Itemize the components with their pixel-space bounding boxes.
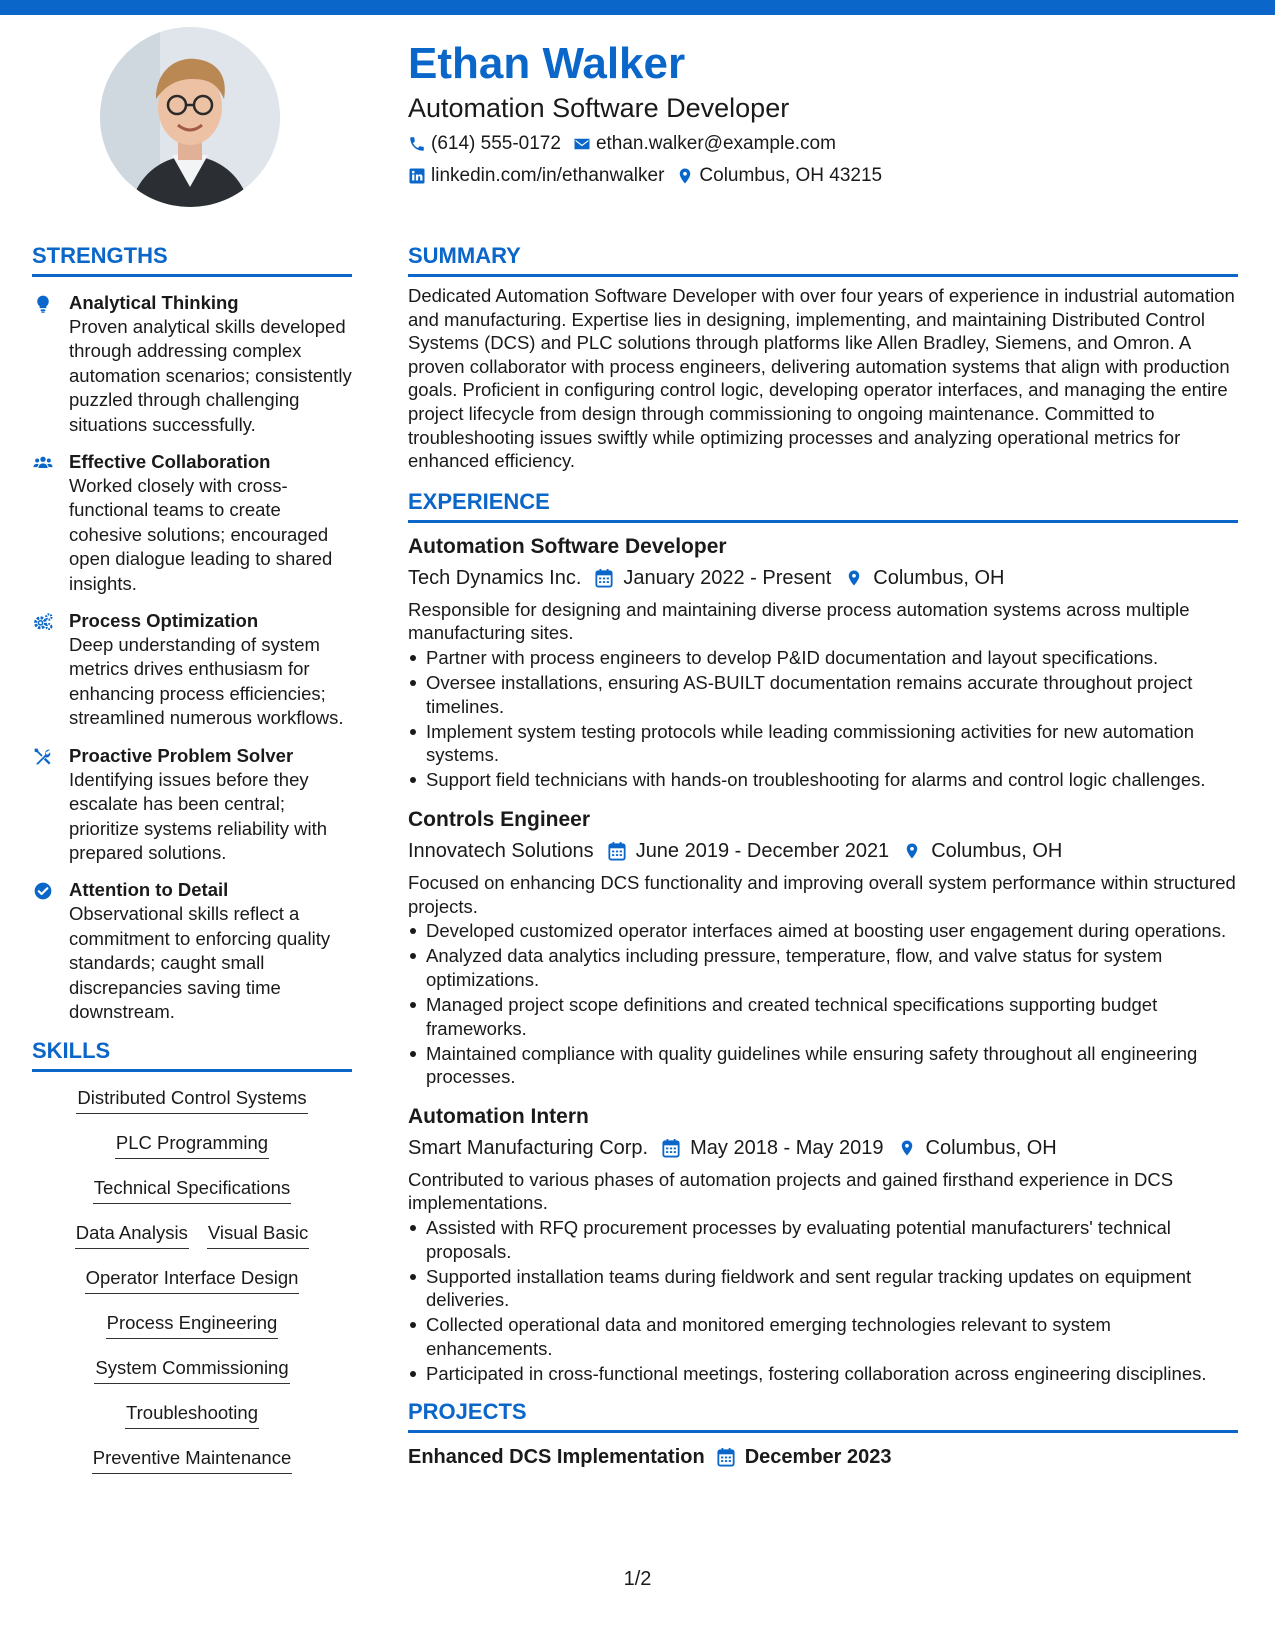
candidate-name: Ethan Walker — [408, 39, 686, 88]
summary-section — [408, 242, 1238, 473]
map-pin-icon — [676, 167, 694, 185]
users-icon — [32, 453, 54, 473]
job-title: Controls Engineer — [408, 808, 591, 831]
skill-tag: System Commissioning — [94, 1356, 289, 1384]
strength-desc: Observational skills reflect a commitment to enforcing quality standards; caught small discrepancies saving time downstream. — [69, 903, 331, 1022]
skill-tag: Distributed Control Systems — [76, 1086, 307, 1114]
job-dates: June 2019 - December 2021 — [635, 840, 890, 862]
map-pin-icon — [845, 568, 863, 588]
job-dates: May 2018 - May 2019 — [690, 1136, 884, 1159]
bullet-item: Assisted with RFQ procurement processes by evaluating potential manufacturers' technical proposals. — [408, 1216, 1238, 1263]
strengths-section — [32, 242, 352, 1024]
job-title: Automation Software Developer — [408, 534, 727, 558]
job-entry — [408, 1103, 1238, 1386]
resume-header — [408, 38, 1238, 189]
strength-title: Process Optimization — [69, 610, 259, 632]
calendar-icon — [662, 1138, 680, 1158]
skill-tag: Troubleshooting — [125, 1401, 259, 1429]
skill-tag: Process Engineering — [106, 1311, 279, 1339]
contact-linkedin[interactable] — [408, 165, 664, 187]
page-number: 1/2 — [623, 1568, 652, 1590]
strength-item — [32, 609, 352, 731]
section-divider — [408, 520, 1238, 523]
section-divider — [408, 1430, 1238, 1433]
job-company: Innovatech Solutions — [408, 840, 594, 862]
section-divider — [408, 274, 1238, 277]
project-date: December 2023 — [744, 1445, 892, 1468]
job-meta — [408, 1134, 1238, 1162]
profile-photo — [100, 27, 280, 207]
bullet-item: Analyzed data analytics including pressure, temperature, flow, and valve status for system optimizations. — [408, 944, 1238, 991]
skill-tag: PLC Programming — [115, 1131, 269, 1159]
contact-row — [408, 131, 1238, 157]
job-dates: January 2022 - Present — [623, 566, 832, 589]
job-bullets — [408, 646, 1238, 792]
phone-icon — [408, 135, 426, 153]
strength-desc: Proven analytical skills developed through addressing complex automation scenarios; consistently puzzled through challenging situations successfully. — [69, 316, 352, 435]
left-column — [32, 242, 352, 1491]
experience-heading: EXPERIENCE — [408, 488, 550, 514]
skills-heading: SKILLS — [32, 1038, 111, 1064]
linkedin-icon — [408, 167, 426, 185]
job-description: Focused on enhancing DCS functionality and improving overall system performance within structured projects. — [408, 872, 1236, 917]
strength-item — [32, 878, 352, 1024]
strength-desc: Deep understanding of system metrics drives enthusiasm for enhancing process efficiencies; streamlined numerous workflows. — [69, 634, 344, 729]
strength-title: Attention to Detail — [69, 879, 229, 901]
section-divider — [32, 1069, 352, 1072]
top-accent-bar — [0, 0, 1275, 15]
bullet-item: Supported installation teams during fieldwork and sent regular tracking updates on equipment deliveries. — [408, 1265, 1238, 1312]
job-location: Columbus, OH — [925, 1136, 1057, 1159]
linkedin-text: linkedin.com/in/ethanwalker — [431, 165, 665, 186]
job-location: Columbus, OH — [873, 566, 1005, 589]
right-column — [408, 242, 1238, 1471]
job-location: Columbus, OH — [931, 840, 1063, 862]
tools-icon — [32, 747, 54, 767]
strength-title: Analytical Thinking — [69, 292, 239, 313]
strengths-heading: STRENGTHS — [32, 243, 168, 268]
skill-tag: Preventive Maintenance — [92, 1446, 292, 1474]
projects-heading: PROJECTS — [408, 1398, 527, 1424]
bullet-item: Developed customized operator interfaces aimed at boosting user engagement during operations. — [408, 919, 1238, 943]
project-entry — [408, 1443, 1238, 1471]
bullet-item: Implement system testing protocols while leading commissioning activities for new automation systems. — [408, 720, 1238, 767]
job-company: Smart Manufacturing Corp. — [408, 1136, 649, 1159]
contact-row — [408, 163, 1238, 189]
strength-item — [32, 291, 352, 437]
job-bullets — [408, 919, 1238, 1089]
skill-tag: Technical Specifications — [93, 1176, 291, 1204]
bullet-item: Partner with process engineers to develop P&ID documentation and layout specifications. — [408, 646, 1238, 670]
job-description: Contributed to various phases of automation projects and gained firsthand experience in DCS implementations. — [408, 1168, 1174, 1214]
bullet-item: Collected operational data and monitored emerging technologies relevant to system enhancements. — [408, 1313, 1238, 1360]
skill-tag: Data Analysis — [75, 1221, 189, 1249]
projects-section — [408, 1398, 1238, 1471]
check-circle-icon — [32, 881, 54, 901]
envelope-icon — [573, 135, 591, 153]
email-text: ethan.walker@example.com — [595, 133, 836, 154]
location-text: Columbus, OH 43215 — [699, 165, 883, 186]
contact-phone — [408, 133, 561, 155]
bullet-item: Support field technicians with hands-on troubleshooting for alarms and control logic challenges. — [408, 768, 1238, 792]
bullet-item: Participated in cross-functional meetings, fostering collaboration across engineering disciplines. — [408, 1362, 1238, 1386]
section-divider — [32, 274, 352, 277]
calendar-icon — [595, 568, 613, 588]
calendar-icon — [717, 1447, 735, 1467]
job-entry — [408, 533, 1238, 792]
skills-section — [32, 1037, 352, 1491]
job-meta — [408, 564, 1238, 592]
job-meta — [408, 837, 1238, 865]
experience-section — [408, 488, 1238, 1386]
map-pin-icon — [898, 1138, 916, 1158]
job-company: Tech Dynamics Inc. — [408, 566, 582, 589]
job-title: Automation Intern — [408, 1104, 589, 1128]
calendar-icon — [608, 841, 626, 861]
summary-text: Dedicated Automation Software Developer with over four years of experience in industrial automation and manufacturing. Expertise lies in designing, implementing, and maintaining Distributed Control Systems (DCS) and PLC solutions through platforms like Allen Bradley, Siemens, and Omron. A proven collaborator with process engineers, delivering automation systems that align with production goals. Proficient in configuring control logic, developing operator interfaces, and managing the entire project lifecycle from design through commissioning to ongoing maintenance. Committed to troubleshooting issues swiftly while optimizing processes and analyzing operational metrics for enhanced efficiency. — [408, 285, 1235, 472]
bullet-item: Oversee installations, ensuring AS-BUILT documentation remains accurate throughout project timelines. — [408, 671, 1238, 718]
strength-item — [32, 450, 352, 596]
strength-desc: Worked closely with cross-functional teams to create cohesive solutions; encouraged open dialogue leading to shared insights. — [69, 475, 333, 594]
bullet-item: Managed project scope definitions and created technical specifications supporting budget frameworks. — [408, 993, 1238, 1040]
strength-item — [32, 744, 352, 866]
strength-desc: Identifying issues before they escalate has been central; prioritize systems reliability with prepared solutions. — [69, 768, 328, 863]
gears-icon — [32, 612, 54, 632]
contact-location — [676, 165, 882, 187]
skill-tag: Operator Interface Design — [85, 1266, 300, 1294]
lightbulb-icon — [32, 294, 54, 314]
skills-list — [32, 1086, 352, 1491]
strength-title: Proactive Problem Solver — [69, 744, 294, 766]
candidate-role: Automation Software Developer — [408, 93, 790, 123]
job-description: Responsible for designing and maintaining diverse process automation systems across multiple manufacturing sites. — [408, 598, 1190, 644]
strength-title: Effective Collaboration — [69, 451, 271, 473]
job-entry — [408, 806, 1238, 1089]
project-name: Enhanced DCS Implementation — [408, 1445, 705, 1468]
skill-tag: Visual Basic — [207, 1221, 309, 1249]
bullet-item: Maintained compliance with quality guidelines while ensuring safety throughout all engineering processes. — [408, 1042, 1238, 1089]
map-pin-icon — [903, 841, 921, 861]
phone-text: (614) 555-0172 — [431, 133, 561, 154]
summary-heading: SUMMARY — [408, 243, 521, 268]
job-bullets — [408, 1216, 1238, 1386]
contact-email[interactable] — [573, 133, 836, 155]
